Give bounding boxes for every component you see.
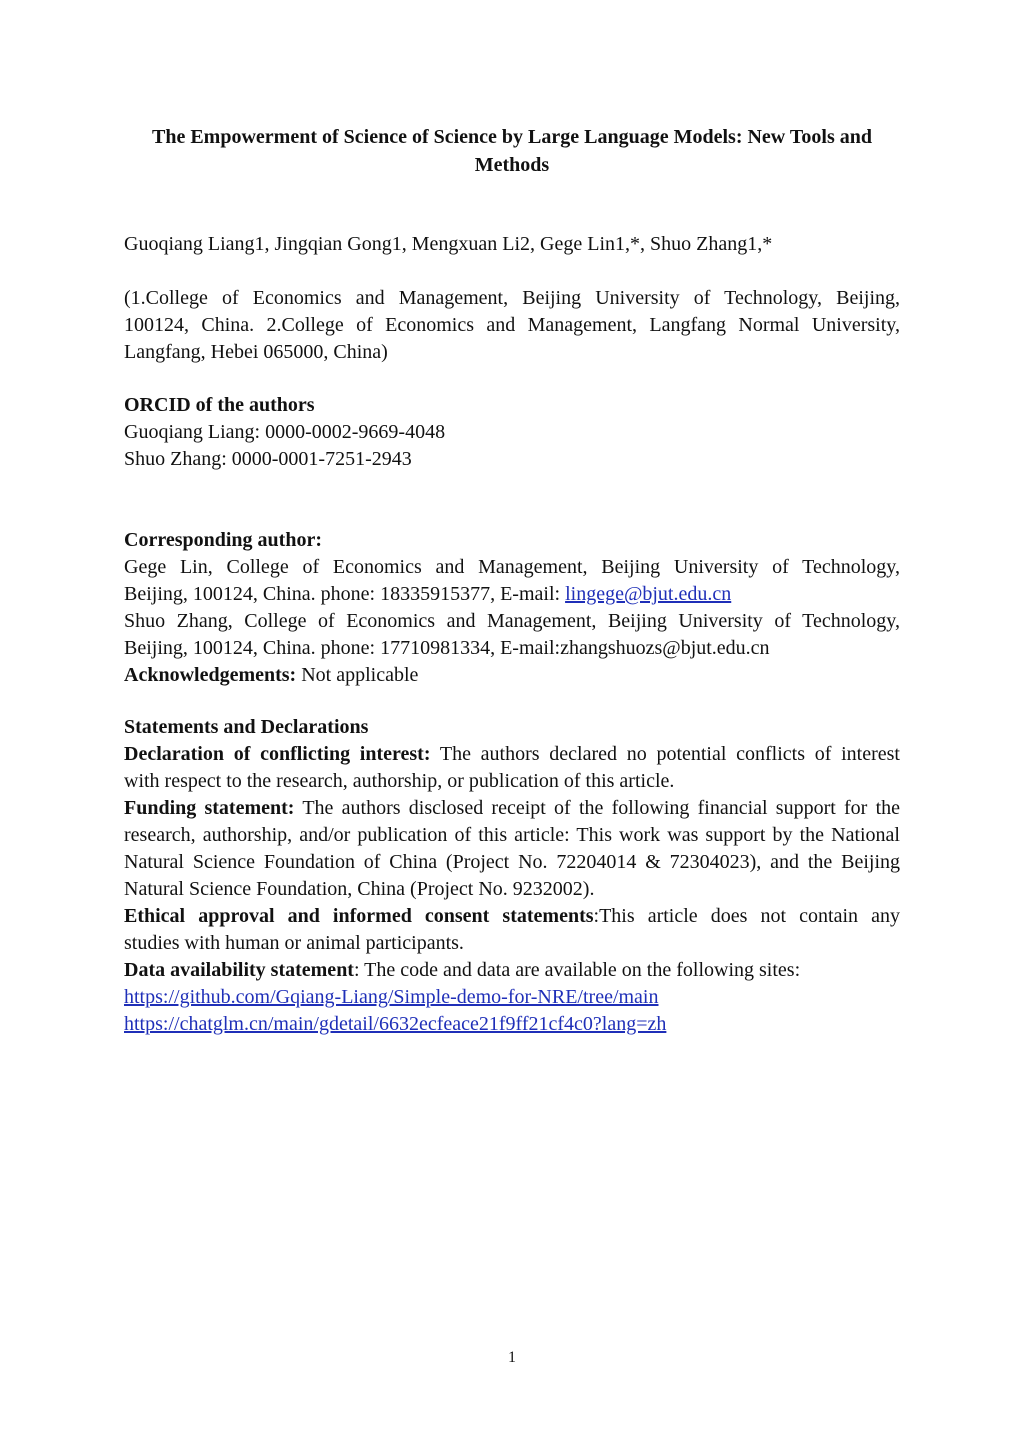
corresponding-author-zhang: Shuo Zhang, College of Economics and Management, Beijing University of Technology, — [124, 610, 900, 632]
corresponding-author-lin-contact: Beijing, 100124, China. phone: 18335915377, E-mail: lingege@bjut.edu.cn — [124, 583, 732, 605]
conflict-statement-cont: with respect to the research, authorship, or publication of this article. — [124, 770, 675, 792]
orcid-section — [124, 392, 900, 473]
authors: Guoqiang Liang1, Jingqian Gong1, Mengxuan Li2, Gege Lin1,*, Shuo Zhang1,* — [124, 233, 773, 255]
conflict-statement: Declaration of conflicting interest: The authors declared no potential conflicts of interest — [124, 743, 900, 765]
acknowledgements: Acknowledgements: Not applicable — [124, 664, 419, 686]
affiliation-line: Langfang, Hebei 065000, China) — [124, 341, 388, 363]
data-link-chatglm — [124, 1011, 900, 1038]
affiliation-line: (1.College of Economics and Management, Beijing University of Technology, Beijing, — [124, 287, 900, 309]
ethics-statement: Ethical approval and informed consent statements:This article does not contain any — [124, 905, 900, 927]
data-link-github — [124, 984, 900, 1011]
funding-statement-cont: Natural Science Foundation of China (Project No. 72204014 & 72304023), and the Beijing — [124, 851, 900, 873]
paper-title: The Empowerment of Science of Science by Large Language Models: New Tools and Methods — [152, 126, 872, 176]
funding-statement: Funding statement: The authors disclosed receipt of the following financial support for the — [124, 797, 901, 819]
data-availability-statement: Data availability statement: The code and data are available on the following sites: — [124, 959, 801, 981]
email-link[interactable]: lingege@bjut.edu.cn — [565, 583, 732, 605]
orcid-heading: ORCID of the authors — [124, 394, 315, 416]
ethics-statement-cont: studies with human or animal participants. — [124, 932, 464, 954]
corresponding-section — [124, 527, 900, 689]
corresponding-author-zhang-contact: Beijing, 100124, China. phone: 17710981334, E-mail:zhangshuozs@bjut.edu.cn — [124, 637, 770, 659]
corresponding-author-lin: Gege Lin, College of Economics and Management, Beijing University of Technology, — [124, 556, 900, 578]
statements-section — [124, 714, 900, 1038]
page-number: 1 — [508, 1349, 516, 1366]
orcid-entry: Shuo Zhang: 0000-0001-7251-2943 — [124, 448, 412, 470]
author-list — [124, 231, 900, 258]
github-link[interactable]: https://github.com/Gqiang-Liang/Simple-demo-for-NRE/tree/main — [124, 986, 659, 1008]
corresponding-heading: Corresponding author: — [124, 529, 322, 551]
affiliation-line: 100124, China. 2.College of Economics and Management, Langfang Normal University, — [124, 314, 900, 336]
orcid-entry: Guoqiang Liang: 0000-0002-9669-4048 — [124, 421, 446, 443]
funding-statement-cont: Natural Science Foundation, China (Project No. 9232002). — [124, 878, 595, 900]
statements-heading: Statements and Declarations — [124, 716, 369, 738]
chatglm-link[interactable]: https://chatglm.cn/main/gdetail/6632ecfeace21f9ff21cf4c0?lang=zh — [124, 1013, 667, 1035]
affiliations — [124, 285, 900, 366]
funding-statement-cont: research, authorship, and/or publication of this article: This work was support by the National — [124, 824, 900, 846]
